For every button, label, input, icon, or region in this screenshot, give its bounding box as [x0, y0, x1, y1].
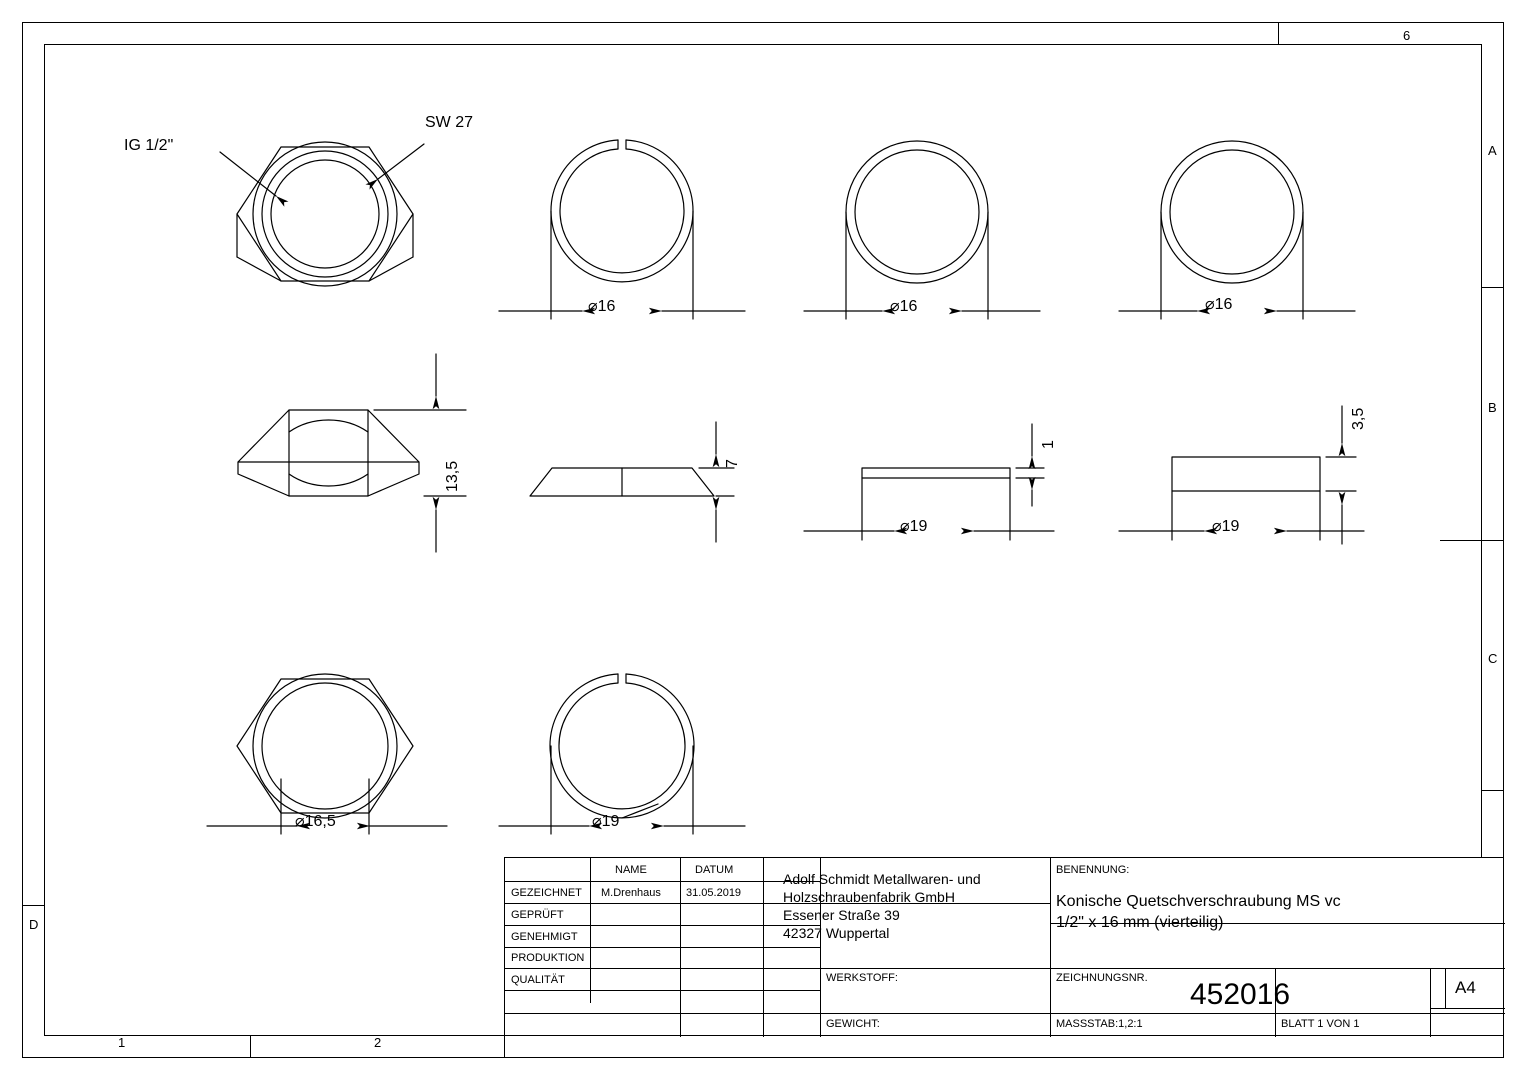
tb-company-line-1: Adolf Schmidt Metallwaren- und [783, 871, 981, 887]
zone-tick-bottom-1 [250, 1036, 251, 1058]
zone-tick-left-d [22, 905, 44, 906]
tb-row-label-geprueft: GEPRÜFT [511, 909, 564, 921]
tb-vline-8 [1430, 968, 1431, 1037]
tb-hline-r3 [505, 947, 820, 948]
dim-d19-a: ⌀19 [900, 518, 928, 535]
zone-tick-right-c [1482, 790, 1504, 791]
tb-row-label-genehmigt: GENEHMIGT [511, 931, 578, 943]
tb-row-label-gezeichnet: GEZEICHNET [511, 887, 582, 899]
dim-1: 1 [1040, 440, 1057, 449]
tb-zeichnungsnr-label: ZEICHNUNGSNR. [1056, 972, 1148, 984]
tb-hline-right-3 [1430, 1008, 1505, 1009]
zone-label-right-a: A [1488, 143, 1497, 158]
tb-hline-r0 [505, 881, 820, 882]
tb-company-line-2: Holzschraubenfabrik GmbH [783, 889, 955, 905]
tb-benennung-label: BENENNUNG: [1056, 864, 1130, 876]
zone-tick-right-b [1440, 540, 1504, 541]
zone-label-bottom-2: 2 [374, 1035, 382, 1050]
zone-label-top-6: 6 [1403, 28, 1411, 43]
zone-label-right-c: C [1488, 651, 1498, 666]
zone-tick-right-a [1482, 287, 1504, 288]
dim-13-5: 13,5 [444, 460, 461, 492]
tb-row-name-gezeichnet: M.Drenhaus [601, 887, 661, 899]
annotation-ig: IG 1/2" [124, 137, 174, 154]
tb-vline-9 [1445, 968, 1446, 1008]
tb-row-label-qualitaet: QUALITÄT [511, 974, 565, 986]
tb-hline-right-2 [820, 1013, 1505, 1014]
tb-benennung-line-2: 1/2" x 16 mm (vierteilig) [1056, 914, 1224, 931]
tb-format: A4 [1455, 978, 1476, 997]
zone-label-bottom-1: 1 [118, 1035, 126, 1050]
tb-company-line-3: Essener Straße 39 [783, 907, 900, 923]
dim-3-5: 3,5 [1350, 407, 1367, 430]
dim-d19-b: ⌀19 [1212, 518, 1240, 535]
tb-vline-7 [1050, 858, 1051, 968]
tb-blatt: BLATT 1 VON 1 [1281, 1018, 1360, 1030]
dim-d16-a: ⌀16 [588, 298, 616, 315]
tb-zeichnungsnr-value: 452016 [1190, 978, 1291, 1011]
annotation-sw: SW 27 [425, 114, 474, 131]
tb-vline-5 [1050, 968, 1051, 1037]
zone-tick-top [1278, 22, 1279, 44]
tb-hline-r5 [505, 990, 820, 991]
tb-hline-r4 [505, 968, 1505, 969]
tb-benennung-line-1: Konische Quetschverschraubung MS vc [1056, 893, 1341, 910]
dim-d16-b: ⌀16 [890, 298, 918, 315]
tb-gewicht-label: GEWICHT: [826, 1018, 880, 1030]
dim-7: 7 [724, 459, 741, 468]
tb-hline-r1 [505, 903, 1050, 904]
tb-row-datum-gezeichnet: 31.05.2019 [686, 887, 742, 899]
tb-werkstoff-label: WERKSTOFF: [826, 972, 898, 984]
title-block [504, 857, 1504, 1036]
tb-vline-1 [590, 858, 591, 1003]
dim-d19-c: ⌀19 [592, 813, 620, 830]
tb-hline-r6 [505, 1013, 820, 1014]
tb-row-label-produktion: PRODUKTION [511, 952, 585, 964]
zone-tick-bottom-2 [504, 1036, 505, 1058]
tb-header-datum: DATUM [695, 864, 734, 876]
tb-company-line-4: 42327 Wuppertal [783, 925, 890, 941]
zone-label-left-d: D [29, 917, 39, 932]
dim-d16-c: ⌀16 [1205, 296, 1233, 313]
tb-hline-r2 [505, 925, 820, 926]
zone-label-right-b: B [1488, 400, 1497, 415]
dim-d16-5: ⌀16,5 [295, 813, 336, 830]
tb-massstab: MASSSTAB:1,2:1 [1056, 1018, 1143, 1030]
tb-header-name: NAME [615, 864, 647, 876]
